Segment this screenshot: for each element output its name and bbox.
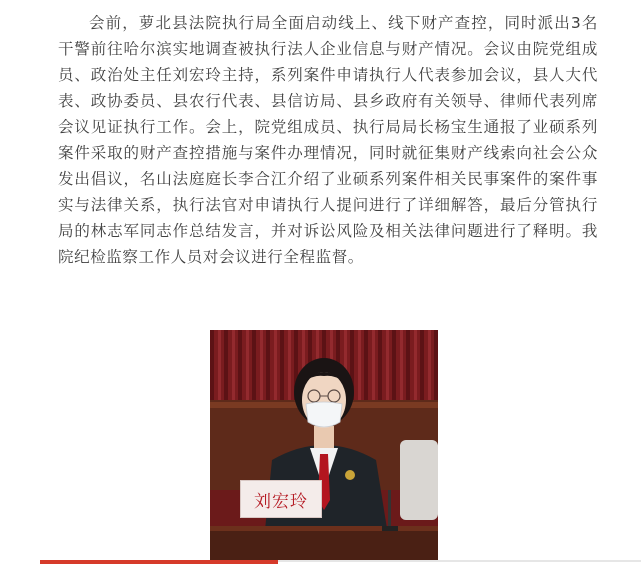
article-body [58,10,598,270]
mask [306,402,342,427]
nameplate-text: 刘宏玲 [254,491,308,512]
nameplate [240,480,322,518]
microphone [388,490,391,528]
desk [210,526,438,560]
chair [400,440,438,520]
article-paragraph: 会前，萝北县法院执行局全面启动线上、线下财产查控，同时派出3名干警前往哈尔滨实地调查被执行法人企业信息与财产情况。会议由院党组成员、政治处主任刘宏玲主持，系列案件申请执行人代表参加会议，县人大代表、政协委员、县农行代表、县信访局、县乡政府有关领导、律师代表列席会议见证执行工作。会上，院党组成员、执行局局长杨宝生通报了业硕系列案件采取的财产查控措施与案件办理情况，同时就征集财产线索向社会公众发出倡议，名山法庭庭长李合江介绍了业硕系列案件相关民事案件的案件事实与法律关系，执行法官对申请执行人提问进行了详细解答，最后分管执行局的林志军同志作总结发言，并对诉讼风险及相关法律问题进行了释明。我院纪检监察工作人员对会议进行全程监督。 [58,14,598,266]
badge [345,470,355,480]
divider-line [278,560,641,562]
meeting-photo [210,330,438,560]
bottom-divider [0,560,641,567]
accent-bar [40,560,278,564]
